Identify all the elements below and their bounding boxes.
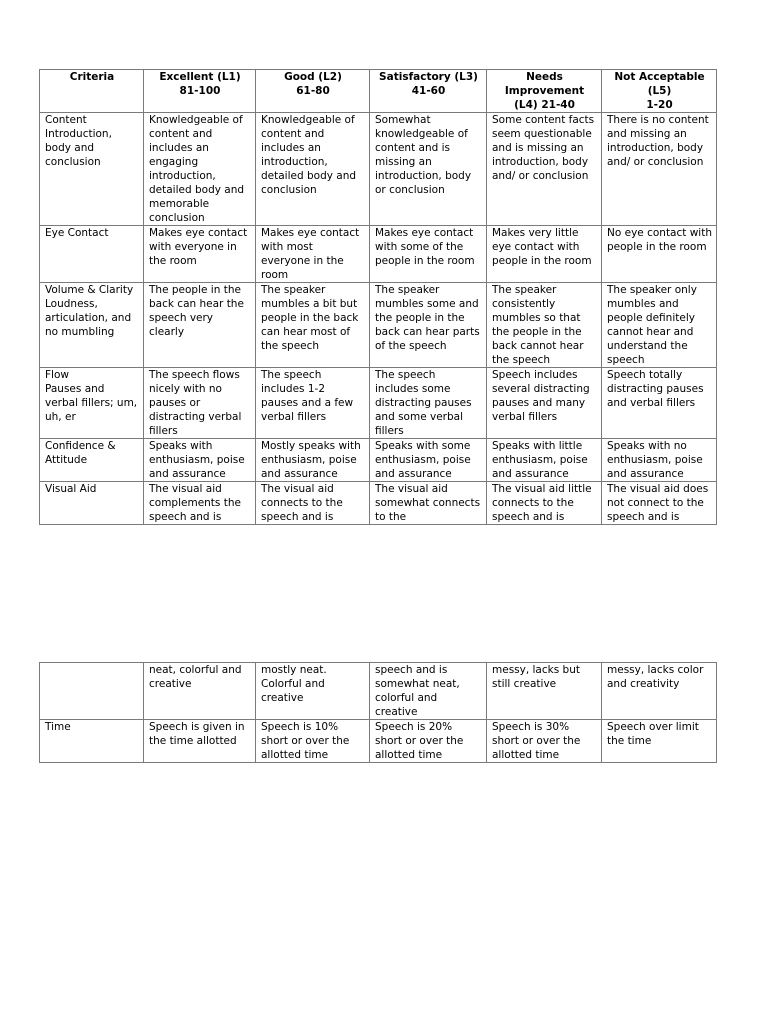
table-row-content bbox=[40, 113, 717, 226]
rubric-table bbox=[39, 69, 717, 525]
cell-l4: Makes very little eye contact with people in the room bbox=[487, 226, 602, 283]
table-row-flow bbox=[40, 368, 717, 439]
cell-l4: Speaks with little enthusiasm, poise and assurance bbox=[487, 439, 602, 482]
cell-l5: There is no content and missing an introduction, body and/ or conclusion bbox=[602, 113, 717, 226]
cell-l1: Knowledgeable of content and includes an engaging introduction, detailed body and memorable conclusion bbox=[144, 113, 256, 226]
cell-l1: The visual aid complements the speech and is bbox=[144, 482, 256, 525]
cell-l4: The speaker consistently mumbles so that the people in the back cannot hear the speech bbox=[487, 283, 602, 368]
header-criteria: Criteria bbox=[40, 70, 144, 113]
cell-criteria: Eye Contact bbox=[40, 226, 144, 283]
cell-l3: The visual aid somewhat connects to the bbox=[370, 482, 487, 525]
cell-l5: Speech over limit the time bbox=[602, 720, 717, 763]
header-row bbox=[40, 70, 717, 113]
table-row-visual-aid-continued bbox=[40, 663, 717, 720]
cell-l3: Makes eye contact with some of the people in the room bbox=[370, 226, 487, 283]
cell-l3: Speaks with some enthusiasm, poise and assurance bbox=[370, 439, 487, 482]
cell-l1: neat, colorful and creative bbox=[144, 663, 256, 720]
cell-l5: No eye contact with people in the room bbox=[602, 226, 717, 283]
cell-l2: Mostly speaks with enthusiasm, poise and assurance bbox=[256, 439, 370, 482]
cell-l2: Makes eye contact with most everyone in the room bbox=[256, 226, 370, 283]
cell-criteria: Time bbox=[40, 720, 144, 763]
cell-criteria bbox=[40, 663, 144, 720]
table-row-volume-clarity bbox=[40, 283, 717, 368]
cell-l2: The visual aid connects to the speech and is bbox=[256, 482, 370, 525]
cell-l5: Speaks with no enthusiasm, poise and assurance bbox=[602, 439, 717, 482]
cell-l1: Speaks with enthusiasm, poise and assurance bbox=[144, 439, 256, 482]
cell-l3: Speech is 20% short or over the allotted time bbox=[370, 720, 487, 763]
cell-l2: Knowledgeable of content and includes an introduction, detailed body and conclusion bbox=[256, 113, 370, 226]
cell-l4: Speech is 30% short or over the allotted time bbox=[487, 720, 602, 763]
cell-l4: Some content facts seem questionable and is missing an introduction, body and/ or conclusion bbox=[487, 113, 602, 226]
cell-l4: Speech includes several distracting pauses and many verbal fillers bbox=[487, 368, 602, 439]
cell-l2: Speech is 10% short or over the allotted time bbox=[256, 720, 370, 763]
cell-l2: mostly neat. Colorful and creative bbox=[256, 663, 370, 720]
cell-l1: Makes eye contact with everyone in the room bbox=[144, 226, 256, 283]
header-not-acceptable: Not Acceptable (L5) 1-20 bbox=[602, 70, 717, 113]
table-row-visual-aid bbox=[40, 482, 717, 525]
cell-l5: The speaker only mumbles and people definitely cannot hear and understand the speech bbox=[602, 283, 717, 368]
cell-l5: Speech totally distracting pauses and verbal fillers bbox=[602, 368, 717, 439]
cell-l5: The visual aid does not connect to the speech and is bbox=[602, 482, 717, 525]
header-needs-improvement: Needs Improvement (L4) 21-40 bbox=[487, 70, 602, 113]
cell-criteria: Volume & Clarity Loudness, articulation, and no mumbling bbox=[40, 283, 144, 368]
cell-criteria: Confidence & Attitude bbox=[40, 439, 144, 482]
cell-l2: The speech includes 1-2 pauses and a few verbal fillers bbox=[256, 368, 370, 439]
cell-l4: The visual aid little connects to the speech and is bbox=[487, 482, 602, 525]
cell-l1: The people in the back can hear the speech very clearly bbox=[144, 283, 256, 368]
cell-l1: The speech flows nicely with no pauses or distracting verbal fillers bbox=[144, 368, 256, 439]
cell-l3: speech and is somewhat neat, colorful and creative bbox=[370, 663, 487, 720]
cell-l1: Speech is given in the time allotted bbox=[144, 720, 256, 763]
cell-criteria: Visual Aid bbox=[40, 482, 144, 525]
cell-l3: The speaker mumbles some and the people in the back can hear parts of the speech bbox=[370, 283, 487, 368]
cell-criteria: Content Introduction, body and conclusion bbox=[40, 113, 144, 226]
table-row-time bbox=[40, 720, 717, 763]
cell-l3: Somewhat knowledgeable of content and is missing an introduction, body or conclusion bbox=[370, 113, 487, 226]
rubric-table-continued bbox=[39, 662, 717, 763]
header-satisfactory: Satisfactory (L3) 41-60 bbox=[370, 70, 487, 113]
cell-l5: messy, lacks color and creativity bbox=[602, 663, 717, 720]
cell-criteria: Flow Pauses and verbal fillers; um, uh, er bbox=[40, 368, 144, 439]
table-row-eye-contact bbox=[40, 226, 717, 283]
cell-l3: The speech includes some distracting pauses and some verbal fillers bbox=[370, 368, 487, 439]
header-excellent: Excellent (L1) 81-100 bbox=[144, 70, 256, 113]
cell-l2: The speaker mumbles a bit but people in the back can hear most of the speech bbox=[256, 283, 370, 368]
cell-l4: messy, lacks but still creative bbox=[487, 663, 602, 720]
header-good: Good (L2) 61-80 bbox=[256, 70, 370, 113]
table-row-confidence bbox=[40, 439, 717, 482]
